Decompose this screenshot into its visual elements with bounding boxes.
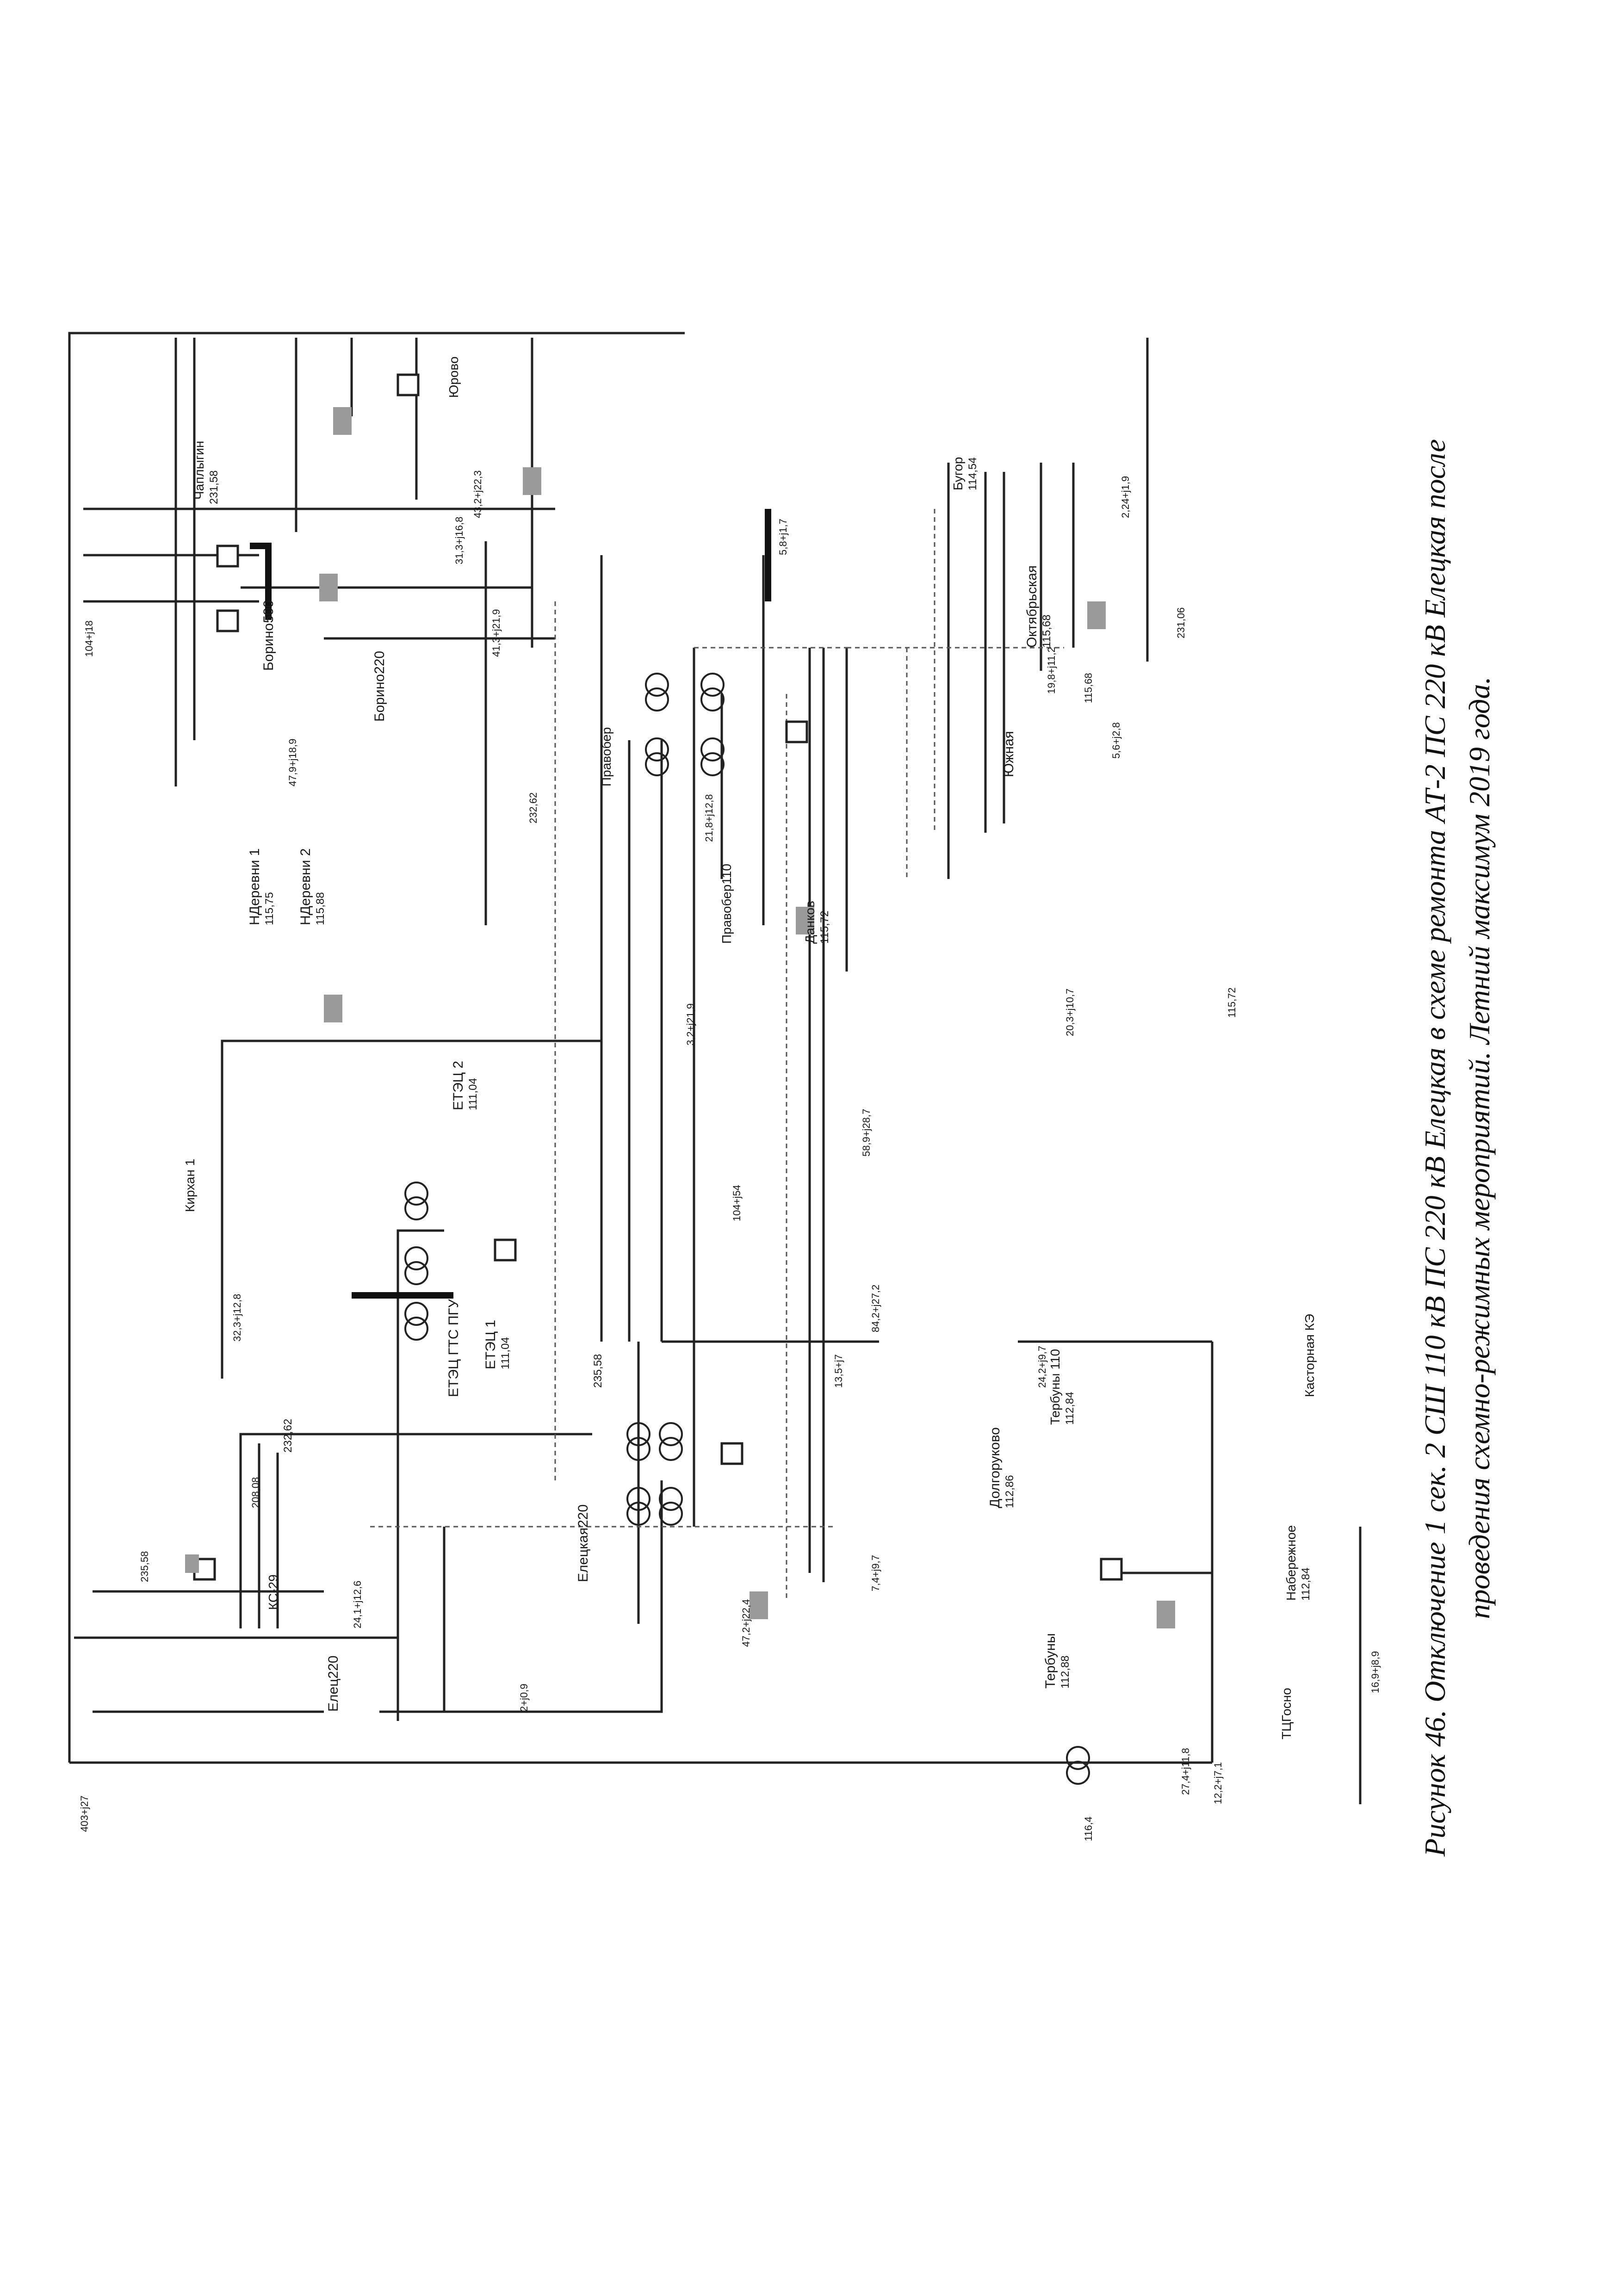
node-voltage: 115,72 <box>818 910 831 944</box>
breaker <box>217 546 238 566</box>
node-voltage: 115,88 <box>314 892 327 925</box>
node-label: Правобер110 <box>719 864 734 944</box>
node-voltage: 112,84 <box>1064 1392 1076 1425</box>
node-voltage: 114,54 <box>966 457 979 490</box>
breaker <box>217 611 238 631</box>
flow-label: 116,4 <box>1083 1816 1094 1841</box>
flow-label: 19,8+j11,2 <box>1046 647 1057 694</box>
transformer <box>646 738 668 775</box>
flow-label: 43,2+j22,3 <box>472 470 483 518</box>
node-label: КС-29 <box>266 1574 280 1610</box>
node-label: ЕТЭЦ ГТС ПГУ <box>446 1299 461 1397</box>
flow-label: 13,5+j7 <box>833 1354 844 1388</box>
line <box>69 333 685 1763</box>
flow-label: 403+j27 <box>79 1795 90 1832</box>
transformer <box>660 1488 682 1525</box>
figure-caption <box>1413 130 1502 2166</box>
caption-line-1: Рисунок 46. Отключение 1 сек. 2 СШ 110 кВ ПС 220 кВ Елецкая в схеме ремонта АТ-2 ПС 220 кВ Елецкая после <box>1419 439 1451 1857</box>
hatch-tag <box>185 1554 199 1573</box>
hatch-tag <box>1157 1601 1175 1628</box>
flow-label: 84,2+j27,2 <box>870 1284 881 1332</box>
node-label: Юрово <box>446 356 461 398</box>
flow-label: 27,4+j11,8 <box>1180 1748 1191 1795</box>
node-label: Долгоруково <box>987 1427 1003 1508</box>
flow-label: 5,6+j2,8 <box>1110 722 1122 759</box>
node-voltage: 112,84 <box>1300 1567 1312 1601</box>
node-label: Борино220 <box>372 650 387 722</box>
flow-label: 58,9+j28,7 <box>861 1108 872 1157</box>
node-label: Касторная КЭ <box>1302 1314 1317 1397</box>
hatch-tag <box>750 1591 768 1619</box>
flow-label: 115,68 <box>1083 673 1094 703</box>
flow-label: 16,9+j8,9 <box>1369 1651 1381 1693</box>
node-voltage: 232,62 <box>282 1418 294 1453</box>
node-voltage: 111,04 <box>467 1078 479 1110</box>
node-label: Правобер <box>599 727 613 786</box>
line <box>379 1480 662 1712</box>
node-label: Чаплыгин <box>192 440 206 500</box>
flow-label: 3,2+j21,9 <box>685 1003 696 1046</box>
flow-label: 208,08 <box>250 1477 261 1508</box>
breaker <box>787 722 807 742</box>
node-label: Елец220 <box>326 1655 341 1712</box>
node-label: НДеревни 1 <box>247 848 262 925</box>
node-voltage: 115,68 <box>1041 614 1053 648</box>
node-label: НДеревни 2 <box>298 848 313 925</box>
flow-label: 231,06 <box>1175 607 1187 638</box>
transformer <box>646 674 668 711</box>
breaker <box>398 375 418 395</box>
flow-label: 2+j0,9 <box>518 1683 530 1712</box>
breaker <box>1101 1559 1121 1579</box>
caption-line-2: проведения схемно-режимных мероприятий. Летний максимум 2019 года. <box>1463 676 1496 1619</box>
node-voltage: 115,75 <box>263 892 276 925</box>
node-label: Южная <box>1001 731 1016 777</box>
flow-label: 32,3+j12,8 <box>231 1293 243 1342</box>
flow-label: 104+j18 <box>83 620 95 657</box>
transformer <box>405 1247 427 1284</box>
flow-label: 235,58 <box>139 1551 150 1582</box>
node-voltage: 111,04 <box>499 1337 512 1369</box>
flow-label: 5,8+j1,7 <box>777 519 789 555</box>
flow-label: 104+j54 <box>731 1185 743 1221</box>
transformer <box>405 1303 427 1340</box>
line <box>241 1434 592 1628</box>
node-voltage: 112,86 <box>1004 1475 1016 1508</box>
node-label: Октябрьская <box>1024 565 1040 648</box>
flow-label: 47,2+j22,4 <box>740 1599 752 1647</box>
transformer <box>701 738 724 775</box>
node-label: Бугор <box>951 457 965 490</box>
node-label: Тербуны 110 <box>1048 1349 1062 1425</box>
flow-label: 21,8+j12,8 <box>703 794 715 842</box>
flow-label: 41,3+j21,9 <box>490 609 502 657</box>
node-label: Елецкая220 <box>576 1504 591 1582</box>
node-label: Данков <box>803 900 817 944</box>
flow-label: 31,3+j16,8 <box>453 516 465 564</box>
node-voltage: 112,88 <box>1059 1655 1072 1689</box>
node-label: ЕТЭЦ 2 <box>451 1060 466 1110</box>
hatch-tag <box>523 467 541 495</box>
hatch-tag <box>1087 601 1106 629</box>
flow-label: 7,4+j9,7 <box>870 1555 881 1591</box>
transformer <box>1067 1747 1089 1784</box>
hatch-tag <box>333 407 352 435</box>
breaker <box>495 1240 515 1260</box>
transformer <box>405 1182 427 1219</box>
node-label: ЕТЭЦ 1 <box>483 1319 498 1369</box>
flow-label: 2,24+j1,9 <box>1120 476 1131 518</box>
hatch-tag <box>324 995 342 1022</box>
flow-label: 47,9+j18,9 <box>287 738 298 786</box>
node-label: Набережное <box>1284 1525 1298 1601</box>
flow-label: 24,2+j9,7 <box>1036 1345 1048 1388</box>
node-label: Борино500 <box>261 600 276 671</box>
flow-label: 20,3+j10,7 <box>1064 988 1076 1036</box>
line <box>222 1041 601 1379</box>
flow-label: 232,62 <box>527 792 539 823</box>
node-label: Тербуны <box>1043 1633 1058 1689</box>
transformer <box>660 1423 682 1460</box>
node-voltage: 235,58 <box>592 1354 604 1388</box>
transformer <box>701 674 724 711</box>
hatch-tag <box>319 574 338 601</box>
node-label: ТЦГосно <box>1279 1688 1294 1739</box>
flow-label: 12,2+j7,1 <box>1212 1762 1224 1804</box>
node-label: Кирхан 1 <box>183 1158 197 1212</box>
node-voltage: 231,58 <box>208 470 220 504</box>
flow-label: 115,72 <box>1226 987 1238 1018</box>
flow-label: 24,1+j12,6 <box>352 1580 363 1628</box>
breaker <box>722 1443 742 1464</box>
